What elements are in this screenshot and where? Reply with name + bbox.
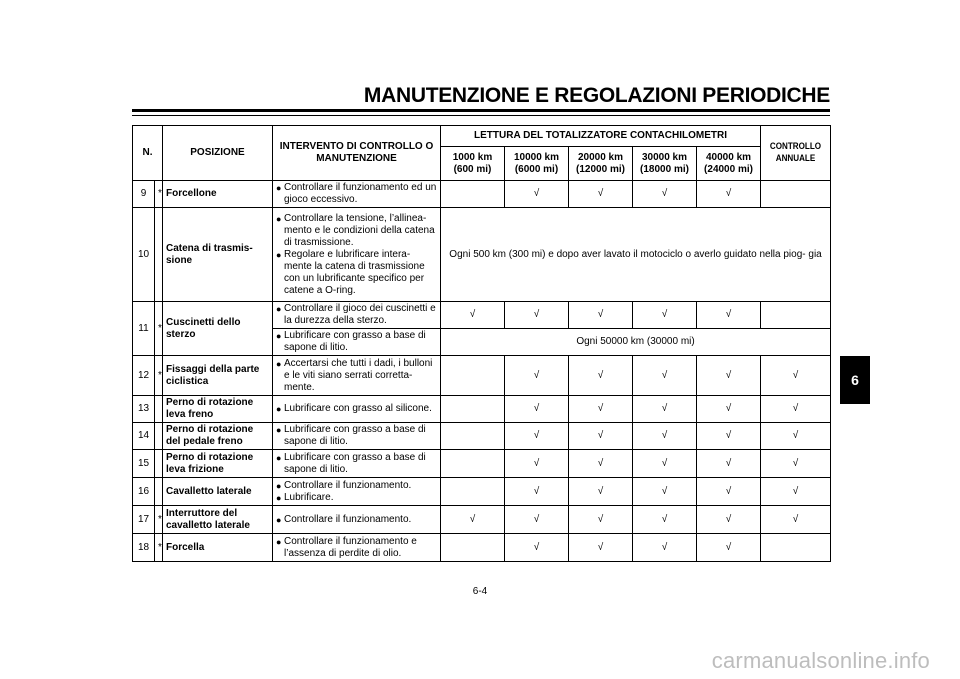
chapter-tab: 6 xyxy=(840,356,870,404)
bullet-icon: ● xyxy=(276,425,282,435)
check-1000 xyxy=(441,478,505,506)
interval-text: Ogni 50000 km (30000 mi) xyxy=(441,329,831,356)
check-1000: √ xyxy=(441,302,505,329)
header-km-30000: 30000 km (18000 mi) xyxy=(633,147,697,181)
row-intervention: ● Lubrificare con grasso al silicone. xyxy=(273,396,441,423)
table-row-11 xyxy=(133,302,831,329)
check-10000: √ xyxy=(505,534,569,562)
check-annual xyxy=(761,181,831,208)
table-row-16 xyxy=(133,478,831,506)
check-20000: √ xyxy=(569,396,633,423)
check-annual: √ xyxy=(761,356,831,396)
row-star xyxy=(155,396,163,423)
check-1000 xyxy=(441,181,505,208)
table-row-10 xyxy=(133,208,831,302)
check-30000: √ xyxy=(633,423,697,450)
check-1000 xyxy=(441,356,505,396)
row-intervention: ● Lubrificare con grasso a base di sapone di litio. xyxy=(273,423,441,450)
bullet-icon: ● xyxy=(276,452,282,463)
check-30000: √ xyxy=(633,450,697,478)
check-40000: √ xyxy=(697,356,761,396)
header-km-1000: 1000 km (600 mi) xyxy=(441,147,505,181)
row-star xyxy=(155,478,163,506)
check-30000: √ xyxy=(633,534,697,562)
check-30000: √ xyxy=(633,356,697,396)
row-intervention: ● Controllare il funzionamento. ● Lubrificare. xyxy=(273,478,441,506)
table-row-14 xyxy=(133,423,831,450)
check-10000: √ xyxy=(505,356,569,396)
table-row-13 xyxy=(133,396,831,423)
row-position: Perno di rotazione del pedale freno xyxy=(163,423,273,450)
row-number: 10 xyxy=(133,208,155,302)
row-position: Cavalletto laterale xyxy=(163,478,273,506)
bullet-icon: ● xyxy=(276,536,282,547)
row-intervention: ● Lubrificare con grasso a base di sapone di litio. xyxy=(273,450,441,478)
table-row-18 xyxy=(133,534,831,562)
bullet-icon: ● xyxy=(276,183,282,193)
row-position: Perno di rotazione leva freno xyxy=(163,396,273,423)
row-intervention: ● Controllare la tensione, l’allinea- mento e le condizioni della catena di trasmissione. ● Regolare e lubrificare intera- mente la catena di trasmissione con un lubrificante specifico per catene a O-ring. xyxy=(273,208,441,302)
row-number: 15 xyxy=(133,450,155,478)
header-intervention: INTERVENTO DI CONTROLLO O MANUTENZIONE xyxy=(273,126,441,181)
header-position: POSIZIONE xyxy=(163,126,273,181)
check-40000: √ xyxy=(697,478,761,506)
bullet-icon: ● xyxy=(276,304,282,314)
check-40000: √ xyxy=(697,302,761,329)
row-intervention: ● Controllare il funzionamento ed un gioco eccessivo. xyxy=(273,181,441,208)
bullet-icon: ● xyxy=(276,480,282,491)
header-odometer: LETTURA DEL TOTALIZZATORE CONTACHILOMETRI xyxy=(441,126,761,147)
table-row-15 xyxy=(133,450,831,478)
header-annual xyxy=(761,126,831,181)
row-intervention: ● Controllare il funzionamento e l’assenza di perdite di olio. xyxy=(273,534,441,562)
check-40000: √ xyxy=(697,396,761,423)
row-intervention: ● Controllare il funzionamento. xyxy=(273,506,441,534)
check-annual: √ xyxy=(761,506,831,534)
row-number: 18 xyxy=(133,534,155,562)
row-number: 16 xyxy=(133,478,155,506)
check-20000: √ xyxy=(569,302,633,329)
check-annual xyxy=(761,534,831,562)
row-star xyxy=(155,450,163,478)
check-20000: √ xyxy=(569,478,633,506)
row-position: Forcellone xyxy=(163,181,273,208)
check-10000: √ xyxy=(505,302,569,329)
row-intervention: ● Controllare il gioco dei cuscinetti e la durezza della sterzo. xyxy=(273,302,441,329)
header-km-10000: 10000 km (6000 mi) xyxy=(505,147,569,181)
row-star xyxy=(155,423,163,450)
row-star xyxy=(155,208,163,302)
bullet-icon: ● xyxy=(276,514,282,525)
maintenance-table xyxy=(132,125,831,562)
table-row-12 xyxy=(133,356,831,396)
bullet-icon: ● xyxy=(276,492,282,503)
check-annual: √ xyxy=(761,478,831,506)
check-10000: √ xyxy=(505,396,569,423)
row-star: * xyxy=(155,356,163,396)
check-1000 xyxy=(441,534,505,562)
bullet-icon: ● xyxy=(276,213,282,224)
row-position: Fissaggi della parte ciclistica xyxy=(163,356,273,396)
row-position: Perno di rotazione leva frizione xyxy=(163,450,273,478)
row-number: 12 xyxy=(133,356,155,396)
check-30000: √ xyxy=(633,181,697,208)
check-20000: √ xyxy=(569,181,633,208)
check-40000: √ xyxy=(697,450,761,478)
check-40000: √ xyxy=(697,534,761,562)
row-position: Interruttore del cavalletto laterale xyxy=(163,506,273,534)
check-30000: √ xyxy=(633,478,697,506)
check-1000 xyxy=(441,396,505,423)
check-40000: √ xyxy=(697,181,761,208)
check-20000: √ xyxy=(569,423,633,450)
bullet-icon: ● xyxy=(276,331,282,341)
check-30000: √ xyxy=(633,302,697,329)
check-20000: √ xyxy=(569,356,633,396)
check-20000: √ xyxy=(569,506,633,534)
check-30000: √ xyxy=(633,506,697,534)
check-40000: √ xyxy=(697,506,761,534)
check-10000: √ xyxy=(505,181,569,208)
check-10000: √ xyxy=(505,506,569,534)
row-star: * xyxy=(155,302,163,356)
check-30000: √ xyxy=(633,396,697,423)
check-10000: √ xyxy=(505,450,569,478)
watermark: carmanualsonline.info xyxy=(711,648,930,673)
row-number: 11 xyxy=(133,302,155,356)
check-annual: √ xyxy=(761,423,831,450)
check-10000: √ xyxy=(505,478,569,506)
check-annual: √ xyxy=(761,450,831,478)
row-intervention: ● Accertarsi che tutti i dadi, i bulloni e le viti siano serrati corretta- mente. xyxy=(273,356,441,396)
check-annual xyxy=(761,302,831,329)
row-star: * xyxy=(155,506,163,534)
row-position: Catena di trasmis- sione xyxy=(163,208,273,302)
page-number: 6-4 xyxy=(472,586,488,597)
row-star: * xyxy=(155,534,163,562)
interval-text: Ogni 500 km (300 mi) e dopo aver lavato il motociclo o averlo guidato nella piog- gia xyxy=(441,208,831,302)
page-title: MANUTENZIONE E REGOLAZIONI PERIODICHE xyxy=(363,84,830,107)
row-intervention: ● Lubrificare con grasso a base di sapone di litio. xyxy=(273,329,441,356)
check-20000: √ xyxy=(569,534,633,562)
check-10000: √ xyxy=(505,423,569,450)
row-number: 14 xyxy=(133,423,155,450)
row-star: * xyxy=(155,181,163,208)
row-position: Forcella xyxy=(163,534,273,562)
table-row-9 xyxy=(133,181,831,208)
title-rule-thin xyxy=(132,115,830,116)
bullet-icon: ● xyxy=(276,404,282,414)
check-annual: √ xyxy=(761,396,831,423)
bullet-icon: ● xyxy=(276,358,282,369)
header-km-20000: 20000 km (12000 mi) xyxy=(569,147,633,181)
check-1000: √ xyxy=(441,506,505,534)
row-position: Cuscinetti dello sterzo xyxy=(163,302,273,356)
table-row-17 xyxy=(133,506,831,534)
check-40000: √ xyxy=(697,423,761,450)
check-20000: √ xyxy=(569,450,633,478)
title-rule-thick xyxy=(132,109,830,112)
header-km-40000: 40000 km (24000 mi) xyxy=(697,147,761,181)
row-number: 13 xyxy=(133,396,155,423)
row-number: 9 xyxy=(133,181,155,208)
check-1000 xyxy=(441,423,505,450)
row-number: 17 xyxy=(133,506,155,534)
bullet-icon: ● xyxy=(276,249,282,260)
header-annual-label: CONTROLLO ANNUALE xyxy=(769,141,822,164)
header-n: N. xyxy=(133,126,163,181)
check-1000 xyxy=(441,450,505,478)
